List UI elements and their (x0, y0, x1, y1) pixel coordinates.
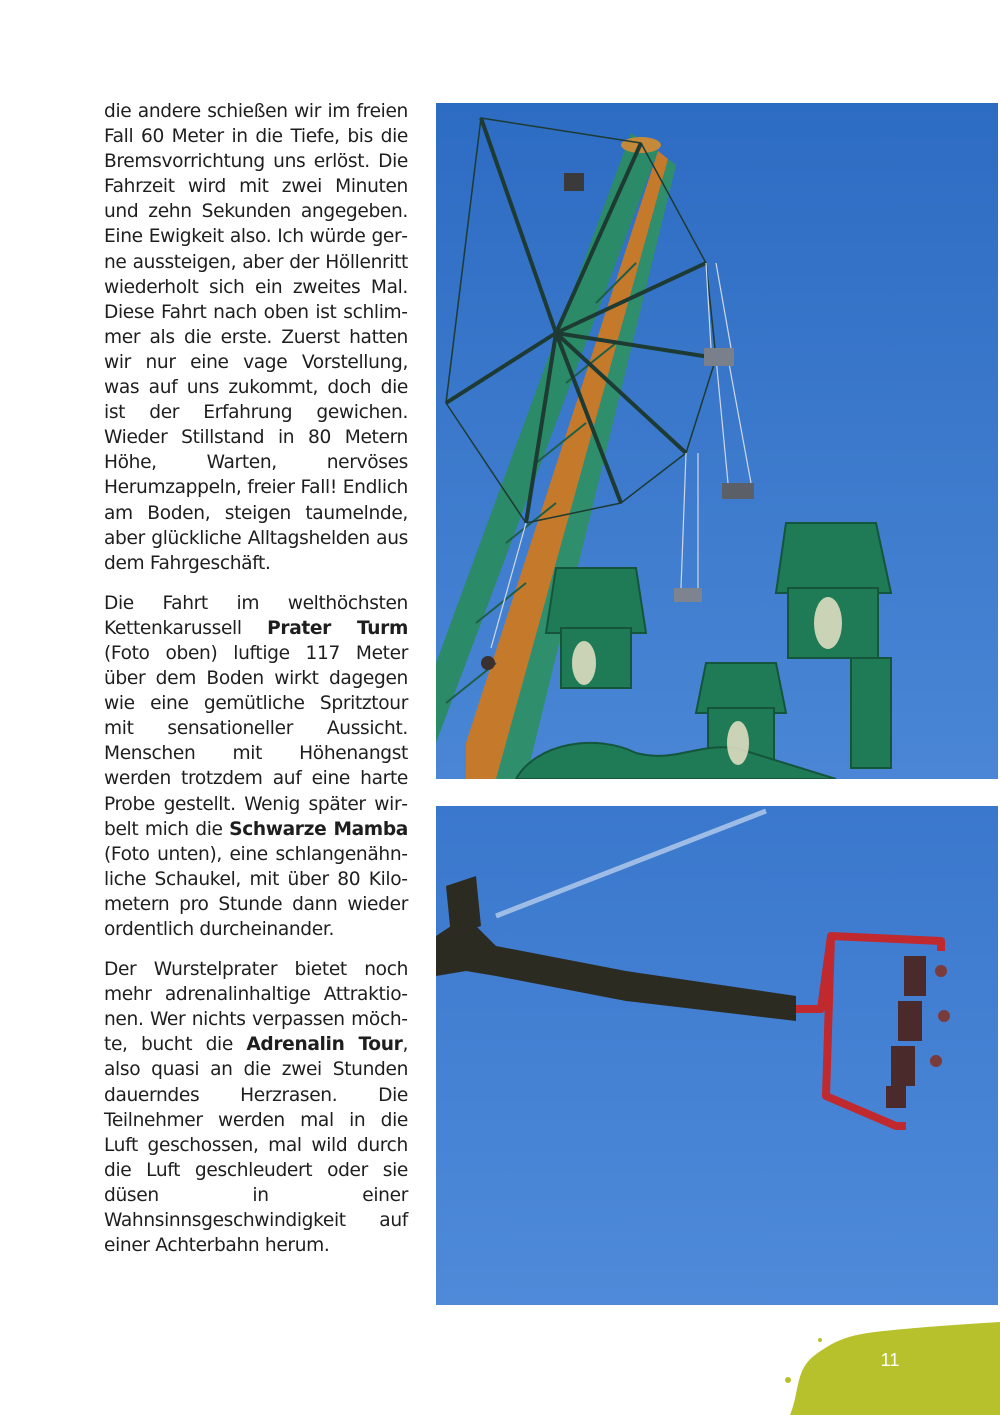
photo-schwarze-mamba (436, 806, 998, 1305)
bold-term: Schwarze Mamba (229, 818, 408, 840)
bold-term: Adrenalin Tour (246, 1034, 403, 1056)
text-run: die andere schießen wir im freien Fall 60 Meter in die Tiefe, bis die Bremsvorrichtung uns erlöst. Die Fahrzeit wird mit zwei Minuten und zehn Sekunden angegeben. Eine Ewigkeit also. Ich würde gerne aussteigen, aber der Höllenritt wiederholt sich ein zweites Mal. Diese Fahrt nach oben ist schlimmer als die erste. Zuerst hatten wir nur eine vage Vorstellung, was auf uns zukommt, doch die ist der Erfahrung gewichen. Wieder Stillstand in 80 Metern Höhe, Warten, nervöses Herumzappeln, freier Fall! Endlich am Boden, steigen taumelnde, aber glückliche Alltagshelden aus dem Fahrgeschäft. (104, 101, 408, 574)
text-run: (Foto oben) luftige 117 Meter über dem Boden wirkt dagegen wie eine gemütliche Spritztour mit sensationeller Aussicht. Menschen mit Höhenangst werden trotzdem auf eine harte Probe gestellt. Wenig später wirbelt mich die (104, 642, 408, 840)
text-run: (Foto unten), eine schlangenähnliche Schaukel, mit über 80 Kilometern pro Stunde dann wieder ordentlich durcheinander. (104, 843, 408, 940)
photo-prater-turm (436, 103, 998, 779)
paragraph-3 (104, 957, 408, 1258)
text-run: , also quasi an die zwei Stunden dauerndes Herzrasen. Die Teilnehmer werden mal in die Luft geschossen, mal wild durch die Luft geschleudert oder sie düsen in einer Wahnsinnsgeschwindigkeit auf einer Achterbahn herum. (104, 1034, 409, 1257)
text-run: Die Fahrt im welthöchsten Kettenkarussell (104, 592, 408, 639)
body-text (104, 99, 408, 1273)
paragraph-2 (104, 591, 408, 942)
page-number: 11 (880, 1350, 900, 1370)
bold-term: Prater Turm (267, 617, 409, 639)
text-run: Der Wurstelprater bietet noch mehr adrenalinhaltige Attraktionen. Wer nichts verpassen möchte, bucht die (104, 959, 408, 1056)
paragraph-1 (104, 99, 408, 576)
